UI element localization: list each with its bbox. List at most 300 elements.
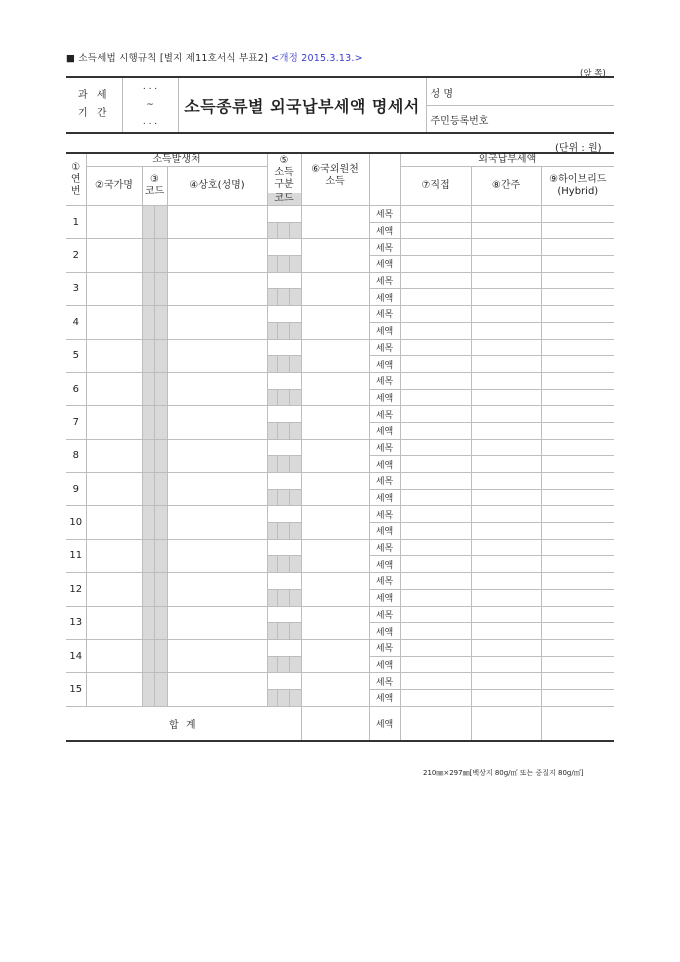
income-type-code-box-3[interactable]	[289, 489, 301, 506]
hybrid-tax-amount-field[interactable]	[541, 589, 614, 606]
country-name-field[interactable]	[86, 306, 142, 339]
direct-tax-amount-field[interactable]	[400, 623, 471, 640]
income-type-code-box-3[interactable]	[289, 589, 301, 606]
total-label: 합 계	[66, 706, 301, 741]
law-reference: ■ 소득세법 시행규칙 [별지 제11호서식 부표2]	[66, 53, 268, 64]
deemed-tax-amount-field[interactable]	[471, 256, 541, 273]
tax-amount-label: 세액	[369, 289, 400, 306]
deemed-tax-item-field[interactable]	[471, 372, 541, 389]
income-type-code-field[interactable]	[267, 506, 301, 523]
col-company-name: ④상호(성명)	[167, 167, 267, 206]
country-code-field-2[interactable]	[154, 673, 167, 706]
hybrid-tax-item-field[interactable]	[541, 272, 614, 289]
income-type-code-field[interactable]	[267, 306, 301, 323]
country-code-field-2[interactable]	[154, 539, 167, 572]
col-foreign-income: ⑥국외원천 소득	[301, 153, 369, 206]
income-type-code-box-1[interactable]	[267, 289, 277, 306]
country-code-field-2[interactable]	[154, 473, 167, 506]
country-code-field-2[interactable]	[154, 206, 167, 239]
hybrid-tax-amount-field[interactable]	[541, 389, 614, 406]
foreign-income-field[interactable]	[301, 439, 369, 472]
deemed-tax-amount-field[interactable]	[471, 523, 541, 540]
country-code-field-2[interactable]	[154, 573, 167, 606]
deemed-tax-item-field[interactable]	[471, 473, 541, 490]
deemed-tax-item-field[interactable]	[471, 539, 541, 556]
country-code-field-1[interactable]	[142, 606, 154, 639]
row-number: 4	[66, 306, 86, 339]
country-code-field-2[interactable]	[154, 606, 167, 639]
tax-item-label: 세목	[369, 206, 400, 223]
total-deemed-field[interactable]	[471, 706, 541, 741]
row-number: 6	[66, 372, 86, 405]
hybrid-tax-item-field[interactable]	[541, 206, 614, 223]
id-row	[426, 105, 614, 133]
income-type-code-box-2[interactable]	[277, 456, 289, 473]
income-type-code-box-2[interactable]	[277, 556, 289, 573]
deemed-tax-amount-field[interactable]	[471, 356, 541, 373]
hybrid-tax-amount-field[interactable]	[541, 623, 614, 640]
hybrid-tax-amount-field[interactable]	[541, 289, 614, 306]
direct-tax-item-field[interactable]	[400, 506, 471, 523]
direct-tax-amount-field[interactable]	[400, 422, 471, 439]
direct-tax-amount-field[interactable]	[400, 456, 471, 473]
country-name-field[interactable]	[86, 606, 142, 639]
direct-tax-amount-field[interactable]	[400, 523, 471, 540]
resident-id-label: 주민등록번호	[430, 116, 489, 128]
country-code-field-1[interactable]	[142, 539, 154, 572]
row-number: 1	[66, 206, 86, 239]
tax-item-label: 세목	[369, 573, 400, 590]
tax-item-label: 세목	[369, 606, 400, 623]
hybrid-tax-amount-field[interactable]	[541, 656, 614, 673]
income-type-code-box-3[interactable]	[289, 623, 301, 640]
country-code-field-2[interactable]	[154, 239, 167, 272]
company-name-field[interactable]	[167, 306, 267, 339]
row-number: 10	[66, 506, 86, 539]
row-number: 11	[66, 539, 86, 572]
foreign-income-field[interactable]	[301, 606, 369, 639]
entry-row	[66, 206, 614, 223]
total-row	[66, 706, 614, 741]
income-type-code-box-2[interactable]	[277, 623, 289, 640]
country-name-field[interactable]	[86, 272, 142, 305]
deemed-tax-amount-field[interactable]	[471, 222, 541, 239]
tax-amount-label: 세액	[369, 489, 400, 506]
income-type-code-box-1[interactable]	[267, 589, 277, 606]
col-income-type-code: ⑤ 소득 구분	[267, 153, 301, 193]
company-name-field[interactable]	[167, 406, 267, 439]
income-type-code-box-1[interactable]	[267, 556, 277, 573]
income-type-code-box-1[interactable]	[267, 389, 277, 406]
income-type-code-box-2[interactable]	[277, 322, 289, 339]
company-name-field[interactable]	[167, 206, 267, 239]
foreign-income-field[interactable]	[301, 272, 369, 305]
income-type-code-box-2[interactable]	[277, 222, 289, 239]
foreign-income-field[interactable]	[301, 673, 369, 706]
direct-tax-amount-field[interactable]	[400, 589, 471, 606]
income-type-code-box-2[interactable]	[277, 589, 289, 606]
deemed-tax-amount-field[interactable]	[471, 422, 541, 439]
direct-tax-amount-field[interactable]	[400, 489, 471, 506]
entry-row	[66, 406, 614, 423]
foreign-income-field[interactable]	[301, 506, 369, 539]
direct-tax-item-field[interactable]	[400, 372, 471, 389]
country-code-field-2[interactable]	[154, 372, 167, 405]
income-type-code-box-1[interactable]	[267, 689, 277, 706]
income-type-code-box-3[interactable]	[289, 689, 301, 706]
entry-row	[66, 473, 614, 490]
company-name-field[interactable]	[167, 539, 267, 572]
income-type-code-field[interactable]	[267, 272, 301, 289]
name-field[interactable]	[498, 83, 598, 97]
country-name-field[interactable]	[86, 372, 142, 405]
entry-row	[66, 573, 614, 590]
tax-amount-label: 세액	[369, 689, 400, 706]
income-type-code-box-1[interactable]	[267, 356, 277, 373]
tax-item-label: 세목	[369, 339, 400, 356]
income-type-code-field[interactable]	[267, 239, 301, 256]
income-type-code-box-1[interactable]	[267, 322, 277, 339]
form-title: 소득종류별 외국납부세액 명세서	[178, 77, 426, 133]
country-code-field-2[interactable]	[154, 506, 167, 539]
deemed-tax-amount-field[interactable]	[471, 389, 541, 406]
direct-tax-amount-field[interactable]	[400, 322, 471, 339]
direct-tax-item-field[interactable]	[400, 639, 471, 656]
hybrid-tax-item-field[interactable]	[541, 406, 614, 423]
direct-tax-item-field[interactable]	[400, 673, 471, 690]
deemed-tax-amount-field[interactable]	[471, 489, 541, 506]
hybrid-tax-item-field[interactable]	[541, 439, 614, 456]
income-type-code-field[interactable]	[267, 606, 301, 623]
hybrid-tax-amount-field[interactable]	[541, 422, 614, 439]
company-name-field[interactable]	[167, 673, 267, 706]
deemed-tax-amount-field[interactable]	[471, 656, 541, 673]
hybrid-tax-item-field[interactable]	[541, 573, 614, 590]
hybrid-tax-item-field[interactable]	[541, 239, 614, 256]
tax-period-label: 과 세 기 간	[66, 77, 122, 133]
country-code-field-1[interactable]	[142, 239, 154, 272]
foreign-income-field[interactable]	[301, 339, 369, 372]
company-name-field[interactable]	[167, 272, 267, 305]
income-type-code-box-2[interactable]	[277, 389, 289, 406]
country-name-field[interactable]	[86, 339, 142, 372]
row-number: 9	[66, 473, 86, 506]
income-type-code-field[interactable]	[267, 573, 301, 590]
income-type-code-box-1[interactable]	[267, 422, 277, 439]
income-type-code-field[interactable]	[267, 639, 301, 656]
deemed-tax-item-field[interactable]	[471, 506, 541, 523]
total-direct-field[interactable]	[400, 706, 471, 741]
hybrid-tax-item-field[interactable]	[541, 339, 614, 356]
income-type-code-box-1[interactable]	[267, 489, 277, 506]
income-type-code-box-3[interactable]	[289, 422, 301, 439]
country-name-field[interactable]	[86, 439, 142, 472]
row-number: 2	[66, 239, 86, 272]
income-type-code-box-1[interactable]	[267, 222, 277, 239]
income-type-code-box-3[interactable]	[289, 556, 301, 573]
entry-row	[66, 306, 614, 323]
hybrid-tax-item-field[interactable]	[541, 506, 614, 523]
hybrid-tax-amount-field[interactable]	[541, 556, 614, 573]
row-number: 7	[66, 406, 86, 439]
deemed-tax-item-field[interactable]	[471, 339, 541, 356]
tax-amount-label: 세액	[369, 422, 400, 439]
country-code-field-1[interactable]	[142, 673, 154, 706]
direct-tax-amount-field[interactable]	[400, 222, 471, 239]
country-code-field-2[interactable]	[154, 439, 167, 472]
row-number: 13	[66, 606, 86, 639]
country-code-field-2[interactable]	[154, 339, 167, 372]
entry-row	[66, 372, 614, 389]
income-type-code-field[interactable]	[267, 206, 301, 223]
hybrid-tax-item-field[interactable]	[541, 639, 614, 656]
foreign-income-field[interactable]	[301, 573, 369, 606]
country-code-field-1[interactable]	[142, 639, 154, 672]
row-number: 14	[66, 639, 86, 672]
direct-tax-amount-field[interactable]	[400, 256, 471, 273]
company-name-field[interactable]	[167, 339, 267, 372]
entry-row	[66, 272, 614, 289]
country-name-field[interactable]	[86, 573, 142, 606]
income-type-code-box-3[interactable]	[289, 456, 301, 473]
col-income-source: 소득발생처	[86, 153, 267, 167]
direct-tax-item-field[interactable]	[400, 272, 471, 289]
foreign-income-field[interactable]	[301, 206, 369, 239]
country-code-field-1[interactable]	[142, 573, 154, 606]
deemed-tax-amount-field[interactable]	[471, 589, 541, 606]
tax-item-label: 세목	[369, 272, 400, 289]
direct-tax-item-field[interactable]	[400, 239, 471, 256]
entry-row	[66, 639, 614, 656]
tax-amount-label: 세액	[369, 222, 400, 239]
country-code-field-1[interactable]	[142, 372, 154, 405]
income-type-code-box-3[interactable]	[289, 656, 301, 673]
revision-date: <개정 2015.3.13.>	[271, 53, 363, 64]
income-type-code-box-1[interactable]	[267, 256, 277, 273]
tax-amount-label: 세액	[369, 556, 400, 573]
income-type-code-field[interactable]	[267, 372, 301, 389]
col-country: ②국가명	[86, 167, 142, 206]
direct-tax-amount-field[interactable]	[400, 556, 471, 573]
company-name-field[interactable]	[167, 606, 267, 639]
income-type-code-box-3[interactable]	[289, 356, 301, 373]
income-type-code-field[interactable]	[267, 406, 301, 423]
company-name-field[interactable]	[167, 573, 267, 606]
deemed-tax-amount-field[interactable]	[471, 456, 541, 473]
entry-row	[66, 339, 614, 356]
direct-tax-item-field[interactable]	[400, 539, 471, 556]
foreign-income-field[interactable]	[301, 473, 369, 506]
hybrid-tax-amount-field[interactable]	[541, 222, 614, 239]
income-type-code-box-3[interactable]	[289, 222, 301, 239]
hybrid-tax-amount-field[interactable]	[541, 489, 614, 506]
resident-id-field[interactable]	[514, 110, 610, 124]
tax-item-label: 세목	[369, 306, 400, 323]
hybrid-tax-item-field[interactable]	[541, 372, 614, 389]
deemed-tax-item-field[interactable]	[471, 439, 541, 456]
company-name-field[interactable]	[167, 506, 267, 539]
income-type-code-field[interactable]	[267, 673, 301, 690]
income-type-code-box-2[interactable]	[277, 489, 289, 506]
deemed-tax-item-field[interactable]	[471, 239, 541, 256]
form-header	[66, 50, 363, 64]
direct-tax-item-field[interactable]	[400, 573, 471, 590]
hybrid-tax-amount-field[interactable]	[541, 256, 614, 273]
direct-tax-amount-field[interactable]	[400, 689, 471, 706]
company-name-field[interactable]	[167, 372, 267, 405]
income-type-code-field[interactable]	[267, 439, 301, 456]
hybrid-tax-amount-field[interactable]	[541, 523, 614, 540]
income-type-code-field[interactable]	[267, 339, 301, 356]
direct-tax-item-field[interactable]	[400, 306, 471, 323]
total-amount-label: 세액	[369, 706, 400, 741]
deemed-tax-amount-field[interactable]	[471, 289, 541, 306]
total-foreign-income-field[interactable]	[301, 706, 369, 741]
hybrid-tax-amount-field[interactable]	[541, 322, 614, 339]
country-name-field[interactable]	[86, 473, 142, 506]
deemed-tax-item-field[interactable]	[471, 306, 541, 323]
country-code-field-2[interactable]	[154, 639, 167, 672]
entry-row	[66, 673, 614, 690]
deemed-tax-item-field[interactable]	[471, 406, 541, 423]
income-type-code-box-1[interactable]	[267, 623, 277, 640]
country-code-field-1[interactable]	[142, 206, 154, 239]
hybrid-tax-amount-field[interactable]	[541, 356, 614, 373]
tax-period-field[interactable]: . . . ~ . . .	[122, 77, 178, 133]
income-type-code-field[interactable]	[267, 473, 301, 490]
deemed-tax-item-field[interactable]	[471, 639, 541, 656]
direct-tax-item-field[interactable]	[400, 473, 471, 490]
tax-item-label: 세목	[369, 639, 400, 656]
total-hybrid-field[interactable]	[541, 706, 614, 741]
tax-amount-label: 세액	[369, 589, 400, 606]
deemed-tax-item-field[interactable]	[471, 673, 541, 690]
company-name-field[interactable]	[167, 639, 267, 672]
tax-amount-label: 세액	[369, 356, 400, 373]
tax-amount-label: 세액	[369, 256, 400, 273]
country-code-field-2[interactable]	[154, 406, 167, 439]
country-code-field-2[interactable]	[154, 272, 167, 305]
income-type-code-box-3[interactable]	[289, 289, 301, 306]
deemed-tax-item-field[interactable]	[471, 206, 541, 223]
income-type-code-box-2[interactable]	[277, 689, 289, 706]
country-name-field[interactable]	[86, 539, 142, 572]
country-code-field-1[interactable]	[142, 272, 154, 305]
company-name-field[interactable]	[167, 239, 267, 272]
income-type-code-box-2[interactable]	[277, 422, 289, 439]
unit-label: (단위 : 원)	[555, 143, 602, 154]
direct-tax-item-field[interactable]	[400, 406, 471, 423]
income-type-code-field[interactable]	[267, 539, 301, 556]
income-type-code-box-3[interactable]	[289, 256, 301, 273]
direct-tax-item-field[interactable]	[400, 339, 471, 356]
income-type-code-box-2[interactable]	[277, 256, 289, 273]
deemed-tax-item-field[interactable]	[471, 606, 541, 623]
hybrid-tax-amount-field[interactable]	[541, 456, 614, 473]
income-type-code-box-2[interactable]	[277, 356, 289, 373]
income-type-code-box-3[interactable]	[289, 322, 301, 339]
tax-item-label: 세목	[369, 539, 400, 556]
direct-tax-item-field[interactable]	[400, 206, 471, 223]
foreign-income-field[interactable]	[301, 406, 369, 439]
tax-amount-label: 세액	[369, 389, 400, 406]
direct-tax-item-field[interactable]	[400, 439, 471, 456]
col-direct: ⑦직접	[400, 167, 471, 206]
direct-tax-amount-field[interactable]	[400, 356, 471, 373]
name-row	[426, 77, 614, 105]
tax-amount-label: 세액	[369, 322, 400, 339]
tax-item-label: 세목	[369, 372, 400, 389]
country-code-field-1[interactable]	[142, 473, 154, 506]
hybrid-tax-item-field[interactable]	[541, 473, 614, 490]
hybrid-tax-amount-field[interactable]	[541, 689, 614, 706]
deemed-tax-item-field[interactable]	[471, 573, 541, 590]
country-code-field-1[interactable]	[142, 339, 154, 372]
row-number: 15	[66, 673, 86, 706]
country-name-field[interactable]	[86, 506, 142, 539]
country-code-field-1[interactable]	[142, 306, 154, 339]
company-name-field[interactable]	[167, 473, 267, 506]
hybrid-tax-item-field[interactable]	[541, 306, 614, 323]
col-foreign-tax: 외국납부세액	[400, 153, 614, 167]
income-type-code-box-2[interactable]	[277, 523, 289, 540]
row-number: 5	[66, 339, 86, 372]
income-type-code-box-3[interactable]	[289, 389, 301, 406]
col-deemed: ⑧간주	[471, 167, 541, 206]
deemed-tax-amount-field[interactable]	[471, 556, 541, 573]
hybrid-tax-item-field[interactable]	[541, 606, 614, 623]
income-type-code-box-1[interactable]	[267, 523, 277, 540]
deemed-tax-amount-field[interactable]	[471, 623, 541, 640]
foreign-income-field[interactable]	[301, 639, 369, 672]
direct-tax-amount-field[interactable]	[400, 289, 471, 306]
country-name-field[interactable]	[86, 206, 142, 239]
tax-item-label: 세목	[369, 406, 400, 423]
company-name-field[interactable]	[167, 439, 267, 472]
foreign-income-field[interactable]	[301, 372, 369, 405]
country-code-field-1[interactable]	[142, 406, 154, 439]
deemed-tax-amount-field[interactable]	[471, 689, 541, 706]
country-code-field-1[interactable]	[142, 506, 154, 539]
foreign-income-field[interactable]	[301, 239, 369, 272]
country-name-field[interactable]	[86, 406, 142, 439]
income-type-code-box-3[interactable]	[289, 523, 301, 540]
direct-tax-amount-field[interactable]	[400, 389, 471, 406]
country-name-field[interactable]	[86, 239, 142, 272]
income-type-code-box-2[interactable]	[277, 656, 289, 673]
foreign-income-field[interactable]	[301, 306, 369, 339]
col-serial-no: ① 연 번	[66, 153, 86, 206]
direct-tax-amount-field[interactable]	[400, 656, 471, 673]
income-type-code-box-2[interactable]	[277, 289, 289, 306]
country-code-field-2[interactable]	[154, 306, 167, 339]
col-hybrid: ⑨하이브리드 (Hybrid)	[541, 167, 614, 206]
foreign-income-field[interactable]	[301, 539, 369, 572]
tax-item-label: 세목	[369, 439, 400, 456]
income-type-code-box-1[interactable]	[267, 656, 277, 673]
country-name-field[interactable]	[86, 673, 142, 706]
deemed-tax-amount-field[interactable]	[471, 322, 541, 339]
hybrid-tax-item-field[interactable]	[541, 539, 614, 556]
country-name-field[interactable]	[86, 639, 142, 672]
income-type-code-box-1[interactable]	[267, 456, 277, 473]
direct-tax-item-field[interactable]	[400, 606, 471, 623]
name-label: 성 명	[430, 88, 453, 100]
entry-row	[66, 439, 614, 456]
hybrid-tax-item-field[interactable]	[541, 673, 614, 690]
country-code-field-1[interactable]	[142, 439, 154, 472]
deemed-tax-item-field[interactable]	[471, 272, 541, 289]
